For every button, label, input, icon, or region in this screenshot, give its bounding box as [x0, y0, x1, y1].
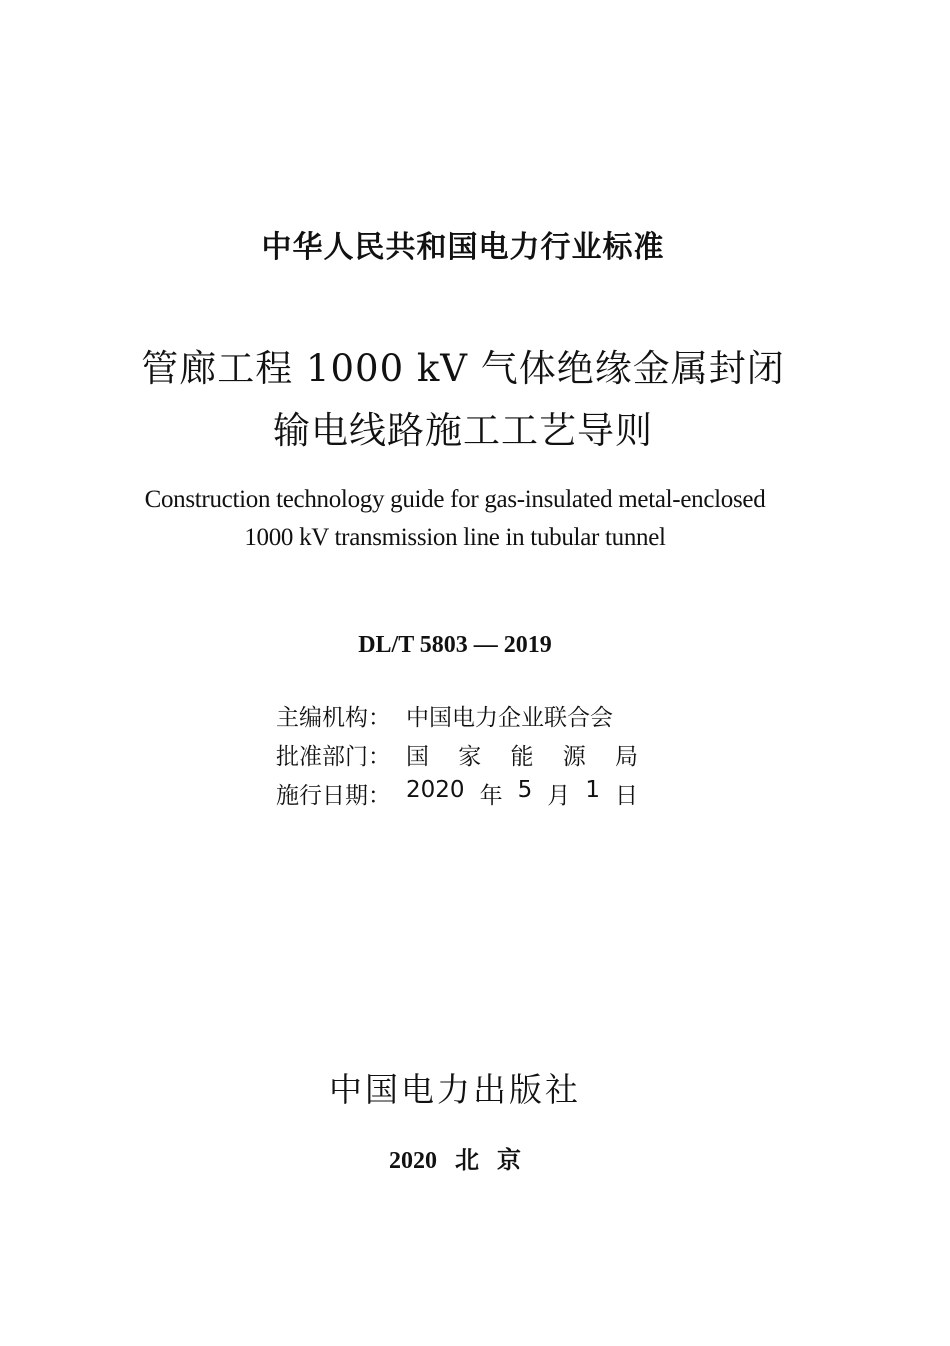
- publisher-name: 中国电力出版社: [329, 1070, 581, 1109]
- editor-row: [276, 699, 613, 732]
- value-segment: 5: [517, 777, 533, 803]
- title-chinese-line-2: 输电线路施工工艺导则: [273, 409, 653, 452]
- value-segment: 年: [479, 783, 503, 809]
- title-chinese-line-1: 管廊工程 1000 kV 气体绝缘金属封闭: [141, 347, 785, 390]
- title-english-line-1: Construction technology guide for gas-insulated metal-enclosed: [144, 486, 766, 513]
- editor-label: 主编机构：: [276, 705, 391, 731]
- publication-year-place: 2020 北 京: [389, 1148, 521, 1174]
- editor-value: 中国电力企业联合会: [406, 705, 613, 731]
- value-segment: 家: [458, 744, 482, 770]
- value-segment: 源: [562, 744, 586, 770]
- value-segment: 日: [614, 783, 638, 809]
- approver-label: 批准部门：: [276, 744, 391, 770]
- title-english-line-2: 1000 kV transmission line in tubular tunnel: [244, 524, 666, 551]
- effective-date-label: 施行日期：: [276, 783, 391, 809]
- value-segment: 2020: [406, 777, 465, 803]
- value-segment: 局: [615, 744, 638, 770]
- standard-code: DL/T 5803 — 2019: [358, 632, 552, 658]
- effective-date-row: [276, 777, 638, 810]
- approver-row: [276, 738, 638, 771]
- value-segment: 国: [406, 744, 429, 770]
- value-segment: 月: [547, 783, 571, 809]
- effective-date-value: [406, 777, 638, 810]
- value-segment: 能: [510, 744, 534, 770]
- approver-value: [406, 738, 638, 771]
- value-segment: 1: [585, 777, 600, 803]
- standard-category-heading: 中华人民共和国电力行业标准: [261, 230, 665, 265]
